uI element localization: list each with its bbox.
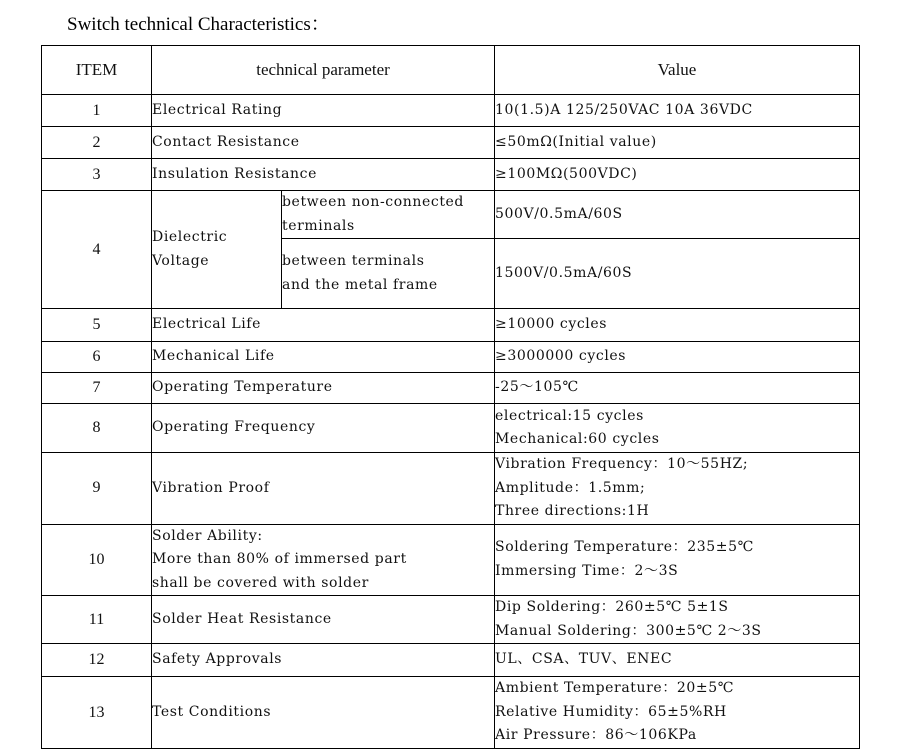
condition-line: between terminals (282, 253, 425, 269)
table-row (42, 453, 860, 525)
value-cell (495, 524, 860, 596)
table-header-row (42, 46, 860, 95)
spec-table (41, 45, 860, 749)
header-parameter: technical parameter (152, 46, 495, 95)
table-row (42, 677, 860, 749)
item-number: 5 (42, 309, 152, 342)
item-number: 4 (42, 191, 152, 309)
header-value: Value (495, 46, 860, 95)
item-number: 9 (42, 453, 152, 525)
value-cell (495, 677, 860, 749)
value-line: Air Pressure：86～106KPa (495, 727, 697, 744)
value-cell: -25～105℃ (495, 373, 860, 404)
parameter-cell: Insulation Resistance (152, 159, 495, 191)
parameter-line: Voltage (152, 252, 210, 269)
parameter-cell: Electrical Rating (152, 95, 495, 127)
value-cell: ≥10000 cycles (495, 309, 860, 342)
condition-line: between non-connected (282, 194, 464, 210)
parameter-line: Solder Ability: (152, 527, 263, 544)
table-row (42, 191, 860, 239)
table-row (42, 644, 860, 677)
table-row (42, 524, 860, 596)
header-item: ITEM (42, 46, 152, 95)
value-cell (495, 404, 860, 453)
table-row (42, 95, 860, 127)
value-cell: 500V/0.5mA/60S (495, 191, 860, 239)
condition-cell (282, 191, 495, 239)
table-row (42, 127, 860, 159)
value-line: Dip Soldering：260±5℃ 5±1S (495, 599, 729, 615)
value-cell: ≤50mΩ(Initial value) (495, 127, 860, 159)
value-line: Manual Soldering：300±5℃ 2～3S (495, 622, 762, 639)
parameter-cell: Safety Approvals (152, 644, 495, 677)
value-line: Mechanical:60 cycles (495, 431, 660, 447)
parameter-cell (152, 191, 282, 309)
value-cell: ≥3000000 cycles (495, 342, 860, 373)
value-line: Vibration Frequency：10～55HZ; (495, 456, 749, 472)
item-number: 13 (42, 677, 152, 749)
item-number: 11 (42, 596, 152, 644)
condition-cell (282, 239, 495, 309)
parameter-line: shall be covered with solder (152, 574, 369, 591)
parameter-cell: Test Conditions (152, 677, 495, 749)
item-number: 8 (42, 404, 152, 453)
table-row (42, 309, 860, 342)
value-cell: 10(1.5)A 125/250VAC 10A 36VDC (495, 95, 860, 127)
parameter-cell: Operating Temperature (152, 373, 495, 404)
value-line: Soldering Temperature：235±5℃ (495, 539, 754, 556)
item-number: 12 (42, 644, 152, 677)
item-number: 3 (42, 159, 152, 191)
table-row (42, 373, 860, 404)
item-number: 7 (42, 373, 152, 404)
parameter-line: More than 80% of immersed part (152, 551, 407, 567)
parameter-cell (152, 524, 495, 596)
item-number: 10 (42, 524, 152, 596)
item-number: 2 (42, 127, 152, 159)
table-row (42, 596, 860, 644)
value-cell: ≥100MΩ(500VDC) (495, 159, 860, 191)
value-line: Amplitude：1.5mm; (495, 479, 646, 496)
value-line: Three directions:1H (495, 503, 650, 519)
table-row (42, 342, 860, 373)
page-title: Switch technical Characteristics： (67, 14, 330, 35)
value-cell: 1500V/0.5mA/60S (495, 239, 860, 309)
condition-line: and the metal frame (282, 276, 438, 293)
parameter-cell: Mechanical Life (152, 342, 495, 373)
parameter-cell: Operating Frequency (152, 404, 495, 453)
condition-line: terminals (282, 217, 355, 234)
value-cell (495, 453, 860, 525)
parameter-cell: Solder Heat Resistance (152, 596, 495, 644)
item-number: 6 (42, 342, 152, 373)
value-line: Immersing Time：2～3S (495, 562, 679, 579)
parameter-line: Dielectric (152, 229, 228, 245)
table-row (42, 404, 860, 453)
value-cell: UL、CSA、TUV、ENEC (495, 644, 860, 677)
value-line: electrical:15 cycles (495, 407, 644, 424)
item-number: 1 (42, 95, 152, 127)
value-line: Relative Humidity：65±5%RH (495, 703, 727, 720)
table-row (42, 159, 860, 191)
parameter-cell: Contact Resistance (152, 127, 495, 159)
parameter-cell: Vibration Proof (152, 453, 495, 525)
parameter-cell: Electrical Life (152, 309, 495, 342)
value-line: Ambient Temperature：20±5℃ (495, 680, 735, 697)
value-cell (495, 596, 860, 644)
